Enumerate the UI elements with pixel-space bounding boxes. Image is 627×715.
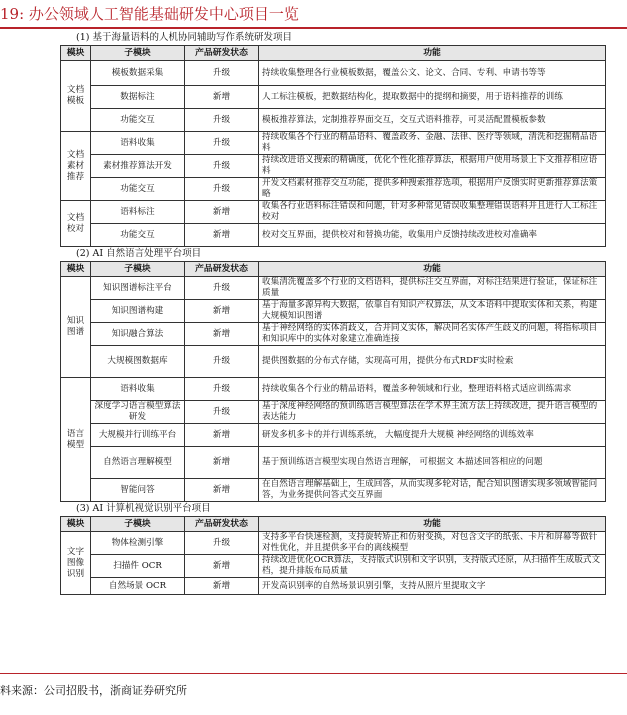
status-cell: 升级 <box>185 178 259 201</box>
submodule-cell: 功能交互 <box>91 109 185 132</box>
function-cell: 在自然语言理解基础上，生成回答，从而实现多轮对话，配合知识图谱实现多领域智能问答，为业务提供问答式交互界面 <box>259 479 606 502</box>
status-cell: 新增 <box>185 578 259 595</box>
table-row <box>61 555 606 578</box>
page-title: 19: 办公领域人工智能基础研发中心项目一览 <box>0 5 299 23</box>
column-header: 功能 <box>259 517 606 532</box>
submodule-cell: 语料标注 <box>91 201 185 224</box>
function-cell: 提供图数据的分布式存储，实现高可用，提供分布式RDF实时检索 <box>259 346 606 378</box>
table-row <box>61 346 606 378</box>
module-cell: 语言 模型 <box>61 378 91 502</box>
table-row <box>61 132 606 155</box>
table-row <box>61 424 606 447</box>
submodule-cell: 深度学习语言模型算法研发 <box>91 401 185 424</box>
submodule-cell: 自然语言理解模型 <box>91 447 185 479</box>
column-header: 模块 <box>61 262 91 277</box>
bottom-rule <box>0 673 627 674</box>
function-cell: 持续收集各个行业的精品语料、覆盖政务、金融、法律、医疗等领域，清洗和挖掘精品语料 <box>259 132 606 155</box>
table-row <box>61 532 606 555</box>
submodule-cell: 素材推荐算法开发 <box>91 155 185 178</box>
function-cell: 人工标注模板，把数据结构化，提取数据中的提纲和摘要，用于语料推荐的训练 <box>259 86 606 109</box>
column-header: 子模块 <box>91 46 185 61</box>
status-cell: 新增 <box>185 479 259 502</box>
section-caption: (3) AI 计算机视觉识别平台项目 <box>76 503 211 514</box>
function-cell: 持续收集整理各行业模板数据，覆盖公文、论文、合同、专利、申请书等等 <box>259 61 606 86</box>
submodule-cell: 知识图谱标注平台 <box>91 277 185 300</box>
status-cell: 升级 <box>185 401 259 424</box>
table-row <box>61 61 606 86</box>
column-header: 模块 <box>61 46 91 61</box>
project-table-cv <box>60 516 606 595</box>
function-cell: 持续改进语义搜索的精确度，优化个性化推荐算法，根据用户使用场景上下文推荐相应语料 <box>259 155 606 178</box>
header-row <box>61 517 606 532</box>
function-cell: 基于海量多源异构大数据，依靠自有知识产权算法，从文本语料中提取实体和关系，构建大规模知识图谱 <box>259 300 606 323</box>
table-row <box>61 300 606 323</box>
submodule-cell: 大规模图数据库 <box>91 346 185 378</box>
section-caption: (2) AI 自然语言处理平台项目 <box>76 248 202 259</box>
function-cell: 支持多平台快速检测，支持旋转矫正和仿射变换，对包含文字的纸张、卡片和屏幕等做针对性优化，并且提供多平台的离线模型 <box>259 532 606 555</box>
module-cell: 文字 图像 识别 <box>61 532 91 595</box>
submodule-cell: 大规模并行训练平台 <box>91 424 185 447</box>
submodule-cell: 扫描件 OCR <box>91 555 185 578</box>
column-header: 模块 <box>61 517 91 532</box>
submodule-cell: 知识融合算法 <box>91 323 185 346</box>
status-cell: 升级 <box>185 155 259 178</box>
submodule-cell: 数据标注 <box>91 86 185 109</box>
table-row <box>61 224 606 247</box>
function-cell: 开发文档素材推荐交互功能，提供多种搜索推荐选项，根据用户反馈实时更新推荐算法策略 <box>259 178 606 201</box>
project-table-writing <box>60 45 606 247</box>
source-note: 料来源：公司招股书，浙商证券研究所 <box>0 684 187 697</box>
function-cell: 基于神经网络的实体消歧义，合并同义实体，解决同名实体产生歧义的问题，将指标项目和知识库中的实体对象建立准确连接 <box>259 323 606 346</box>
module-cell: 文档 模板 <box>61 61 91 132</box>
status-cell: 新增 <box>185 424 259 447</box>
function-cell: 基于深度神经网络的预训练语言模型算法在学术界主流方法上持续改进，提升语言模型的表达能力 <box>259 401 606 424</box>
submodule-cell: 语料收集 <box>91 378 185 401</box>
function-cell: 模板推荐算法，定制推荐界面交互，交互式语料推荐，可灵活配置模板参数 <box>259 109 606 132</box>
section-caption: (1) 基于海量语料的人机协同辅助写作系统研发项目 <box>76 32 292 43</box>
column-header: 子模块 <box>91 262 185 277</box>
table-row <box>61 401 606 424</box>
column-header: 产品研发状态 <box>185 46 259 61</box>
submodule-cell: 模板数据采集 <box>91 61 185 86</box>
function-cell: 开发高识别率的自然场景识别引擎，支持从照片里提取文字 <box>259 578 606 595</box>
module-cell: 文档 素材 推荐 <box>61 132 91 201</box>
header-row <box>61 262 606 277</box>
table-row <box>61 378 606 401</box>
status-cell: 升级 <box>185 109 259 132</box>
title-rule <box>0 27 627 29</box>
table-row <box>61 201 606 224</box>
submodule-cell: 智能问答 <box>91 479 185 502</box>
status-cell: 新增 <box>185 86 259 109</box>
status-cell: 新增 <box>185 323 259 346</box>
status-cell: 升级 <box>185 132 259 155</box>
table-row <box>61 277 606 300</box>
column-header: 功能 <box>259 46 606 61</box>
submodule-cell: 功能交互 <box>91 224 185 247</box>
column-header: 子模块 <box>91 517 185 532</box>
status-cell: 新增 <box>185 224 259 247</box>
function-cell: 持续改进优化OCR算法，支持版式识别和文字识别，支持版式还原，从扫描件生成版式文档，提升排版布局质量 <box>259 555 606 578</box>
status-cell: 升级 <box>185 61 259 86</box>
submodule-cell: 功能交互 <box>91 178 185 201</box>
status-cell: 升级 <box>185 532 259 555</box>
status-cell: 升级 <box>185 277 259 300</box>
tables-wrapper <box>60 31 605 595</box>
status-cell: 升级 <box>185 346 259 378</box>
table-row <box>61 109 606 132</box>
table-row <box>61 323 606 346</box>
status-cell: 新增 <box>185 555 259 578</box>
function-cell: 研发多机多卡的并行训练系统， 大幅度提升大规模 神经网络的训练效率 <box>259 424 606 447</box>
module-cell: 知识 图谱 <box>61 277 91 378</box>
submodule-cell: 语料收集 <box>91 132 185 155</box>
submodule-cell: 自然场景 OCR <box>91 578 185 595</box>
column-header: 产品研发状态 <box>185 517 259 532</box>
submodule-cell: 物体检测引擎 <box>91 532 185 555</box>
table-row <box>61 479 606 502</box>
table-row <box>61 178 606 201</box>
table-row <box>61 447 606 479</box>
table-row <box>61 155 606 178</box>
project-table-nlp <box>60 261 606 502</box>
table-row <box>61 86 606 109</box>
status-cell: 新增 <box>185 447 259 479</box>
status-cell: 升级 <box>185 378 259 401</box>
column-header: 功能 <box>259 262 606 277</box>
column-header: 产品研发状态 <box>185 262 259 277</box>
submodule-cell: 知识图谱构建 <box>91 300 185 323</box>
function-cell: 收集清洗覆盖多个行业的文档语料，提供标注交互界面，对标注结果进行验证，保证标注质量 <box>259 277 606 300</box>
function-cell: 收集各行业语料标注错误和问题，针对多种常见错误收集整理错误语料并且进行人工标注校对 <box>259 201 606 224</box>
table-row <box>61 578 606 595</box>
function-cell: 基于预训练语言模型实现自然语言理解， 可根据文 本描述回答相应的问题 <box>259 447 606 479</box>
module-cell: 文档 校对 <box>61 201 91 247</box>
header-row <box>61 46 606 61</box>
function-cell: 持续收集各个行业的精品语料，覆盖多种领域和行业，整理语料格式适应训练需求 <box>259 378 606 401</box>
status-cell: 新增 <box>185 201 259 224</box>
status-cell: 新增 <box>185 300 259 323</box>
function-cell: 校对交互界面，提供校对和替换功能，收集用户反馈持续改进校对准确率 <box>259 224 606 247</box>
